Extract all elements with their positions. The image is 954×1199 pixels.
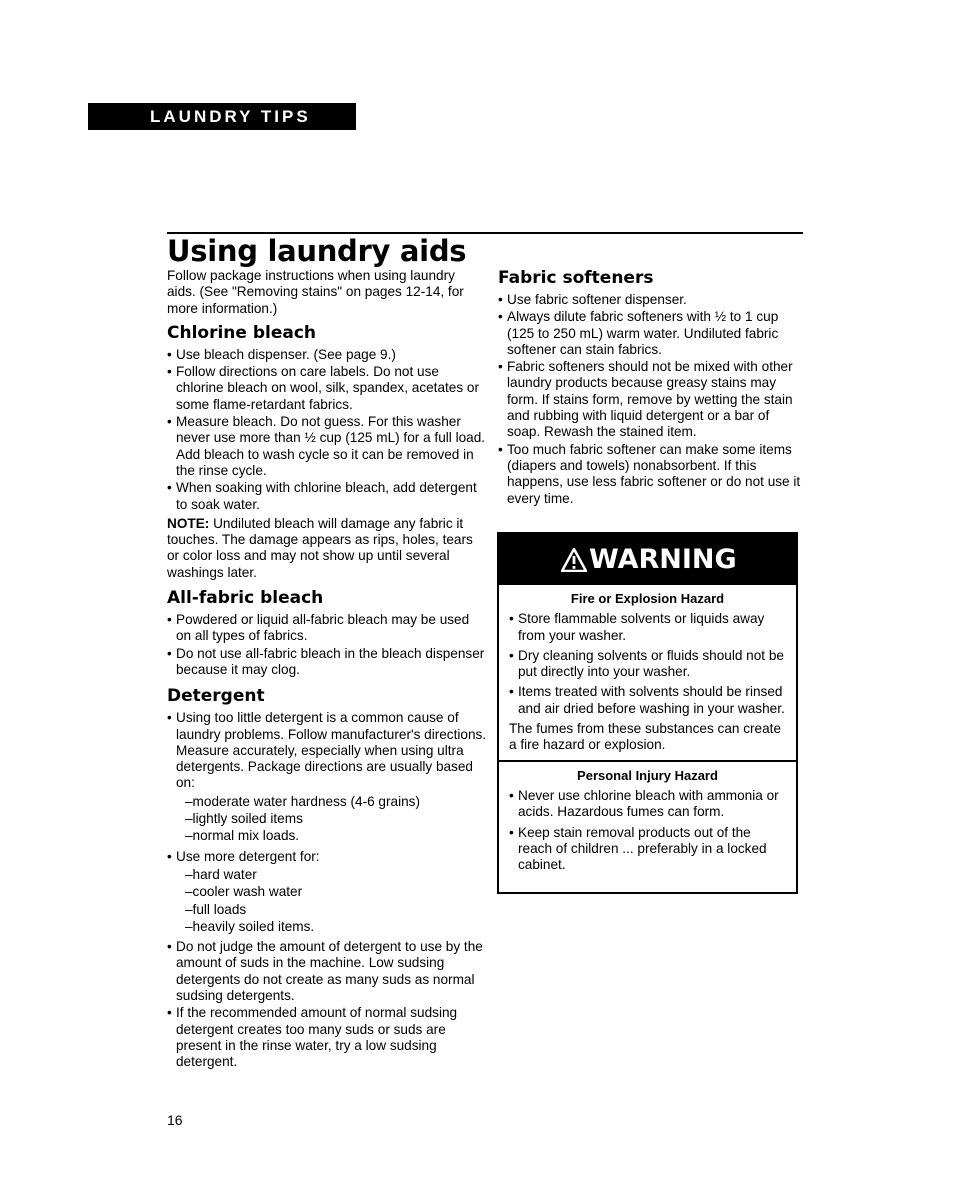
sublist-item: –hard water xyxy=(185,866,257,882)
list-item: • Fabric softeners should not be mixed with other laundry products because greasy stains may form. If stains form, remove by wetting the stain and rubbing with liquid detergent or a bar of soap. Rewash the stained item. xyxy=(498,359,802,440)
page-number: 16 xyxy=(167,1112,183,1128)
list-item: • When soaking with chlorine bleach, add detergent to soak water. xyxy=(167,480,487,513)
sublist-item: –lightly soiled items xyxy=(185,811,303,827)
fire-hazard-list xyxy=(509,611,786,717)
injury-hazard-heading: Personal Injury Hazard xyxy=(577,767,718,783)
chlorine-list xyxy=(167,347,487,513)
list-item: • Follow directions on care labels. Do not use chlorine bleach on wool, silk, spandex, acetates or some flame-retardant fabrics. xyxy=(167,364,487,413)
sublist-item: –moderate water hardness (4-6 grains) xyxy=(185,793,420,809)
list-item: • Dry cleaning solvents or fluids should not be put directly into your washer. xyxy=(509,648,786,681)
detergent-heading: Detergent xyxy=(167,686,265,707)
list-item xyxy=(167,710,487,844)
list-item: • Powdered or liquid all-fabric bleach may be used on all types of fabrics. xyxy=(167,612,487,645)
list-item: • Do not use all-fabric bleach in the bleach dispenser because it may clog. xyxy=(167,646,487,679)
fabric-softeners-heading: Fabric softeners xyxy=(498,268,654,288)
note-label: NOTE: xyxy=(167,515,210,531)
warning-triangle-icon xyxy=(561,548,587,572)
warning-title: WARNING xyxy=(589,544,737,575)
page-title: Using laundry aids xyxy=(167,234,467,268)
injury-hazard-list xyxy=(509,788,786,873)
sublist-item: –full loads xyxy=(185,901,247,917)
list-item: • Too much fabric softener can make some items (diapers and towels) nonabsorbent. If this happens, use less fabric softener or do not use it every time. xyxy=(498,442,802,507)
list-item: • Use fabric softener dispenser. xyxy=(498,292,802,308)
allfabric-list xyxy=(167,612,487,678)
sublist-item: –heavily soiled items. xyxy=(185,918,315,934)
detergent-sublist xyxy=(185,794,487,845)
sublist-item: –normal mix loads. xyxy=(185,828,300,844)
intro-text: Follow package instructions when using laundry aids. (See "Removing stains" on pages 12-14, for more information.) xyxy=(167,268,464,316)
list-item: • Do not judge the amount of detergent to use by the amount of suds in the machine. Low sudsing detergents do not create as many suds as normal sudsing detergents. xyxy=(167,939,487,1004)
fire-hazard-text: The fumes from these substances can create a fire hazard or explosion. xyxy=(509,721,782,753)
warning-box xyxy=(497,532,798,894)
left-column xyxy=(167,268,487,1071)
warning-header xyxy=(499,534,796,585)
list-item: • Items treated with solvents should be rinsed and air dried before washing in your washer. xyxy=(509,684,786,717)
list-item xyxy=(167,849,487,935)
list-item: • Keep stain removal products out of the reach of children ... preferably in a locked cabinet. xyxy=(509,825,786,874)
list-item: • Always dilute fabric softeners with ½ to 1 cup (125 to 250 mL) warm water. Undiluted fabric softener can stain fabrics. xyxy=(498,309,802,358)
right-column xyxy=(498,268,802,508)
chlorine-heading: Chlorine bleach xyxy=(167,322,317,343)
fabric-list xyxy=(498,292,802,507)
list-item: • Store flammable solvents or liquids away from your washer. xyxy=(509,611,786,644)
note-text: Undiluted bleach will damage any fabric it touches. The damage appears as rips, holes, tears or color loss and may not show up until several washings later. xyxy=(167,515,473,580)
detergent-bullet-text: Using too little detergent is a common cause of laundry problems. Follow manufacturer's directions. Measure accurately, especially when using ultra detergents. Package directions are usually based on: xyxy=(176,710,487,791)
list-item: • Never use chlorine bleach with ammonia or acids. Hazardous fumes can form. xyxy=(509,788,786,821)
detergent-list xyxy=(167,710,487,1070)
allfabric-heading: All-fabric bleach xyxy=(167,588,324,609)
detergent-sublist xyxy=(185,867,487,935)
detergent-bullet-text: Use more detergent for: xyxy=(176,848,320,864)
sublist-item: –cooler wash water xyxy=(185,884,303,900)
list-item: • Measure bleach. Do not guess. For this washer never use more than ½ cup (125 mL) for a full load. Add bleach to wash cycle so it can be removed in the rinse cycle. xyxy=(167,414,487,479)
list-item: • If the recommended amount of normal sudsing detergent creates too many suds or suds are present in the rinse water, try a low sudsing detergent. xyxy=(167,1005,487,1070)
bleach-note xyxy=(167,516,487,581)
section-label: LAUNDRY TIPS xyxy=(88,103,356,130)
list-item: • Use bleach dispenser. (See page 9.) xyxy=(167,347,487,363)
fire-hazard-section xyxy=(499,585,796,754)
injury-hazard-section xyxy=(499,762,796,874)
fire-hazard-heading: Fire or Explosion Hazard xyxy=(570,591,725,606)
